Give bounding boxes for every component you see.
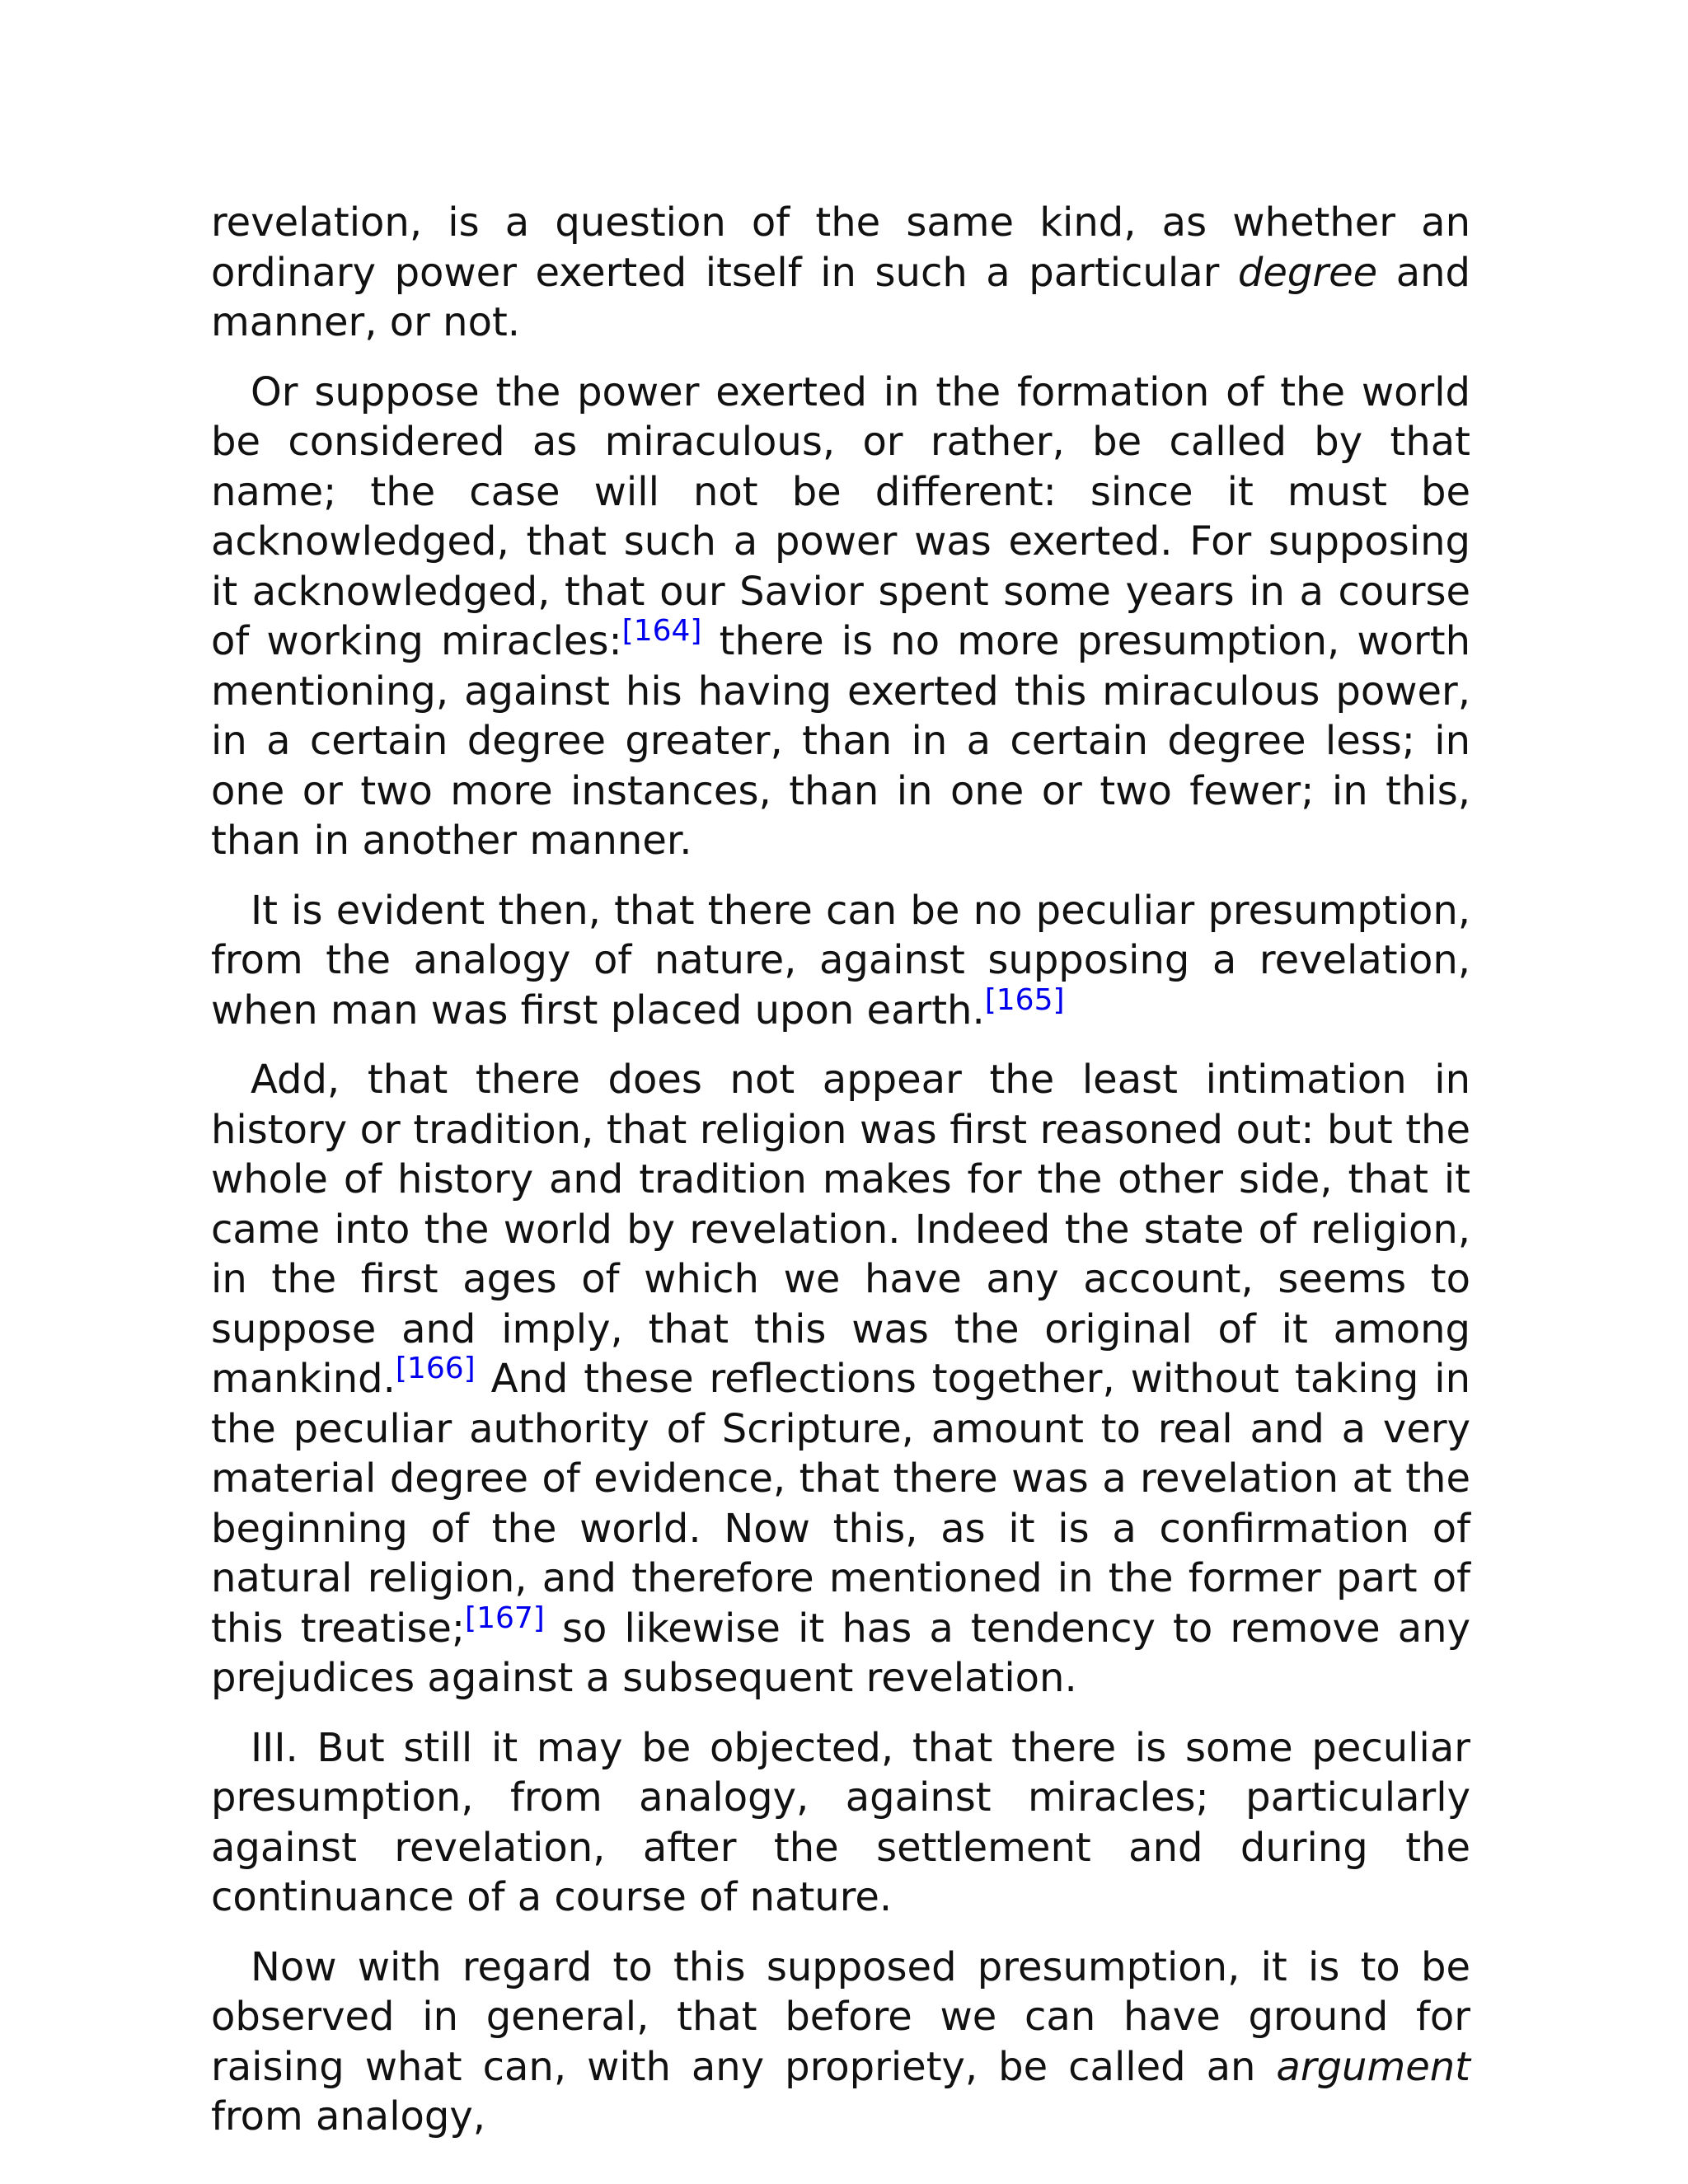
emphasis-argument: argument <box>1276 2043 1470 2090</box>
paragraph-1 <box>211 198 1470 348</box>
text-run: Add, that there does not appear the least intimation in history or tradition, that religion was first reasoned out: but the whole of history and tradition makes for the other side, that it came into the world by revelation. Indeed the state of religion, in the first ages of which we have any account, seems to suppose and imply, that this was the original of it among mankind. <box>211 1057 1470 1402</box>
paragraph-2 <box>211 368 1470 866</box>
paragraph-6 <box>211 1943 1470 2142</box>
text-run: from analogy, <box>211 2093 486 2139</box>
text-run: so likewise it has a tendency to remove any prejudices against a subsequent revelation. <box>211 1605 1471 1701</box>
paragraph-5 <box>211 1723 1470 1923</box>
text-run: Now with regard to this supposed presumption, it is to be observed in general, that before we can have ground for raising what can, with any propriety, be called an <box>211 1943 1470 2090</box>
document-page <box>211 198 1470 2162</box>
text-run: And these reflections together, without taking in the peculiar authority of Scripture, amount to real and a very material degree of evidence, that there was a revelation at the beginning of the world. Now this, as it is a confirmation of natural religion, and therefore mentioned in the former part of this treatise; <box>211 1356 1470 1652</box>
text-run: there is no more presumption, worth mentioning, against his having exerted this miraculous power, in a certain degree greater, than in a certain degree less; in one or two more instances, than in one or two fewer; in this, than in another manner. <box>211 618 1471 864</box>
text-run: It is evident then, that there can be no peculiar presumption, from the analogy of nature, against supposing a revelation, when man was first placed upon earth. <box>211 887 1470 1033</box>
text-run: revelation, is a question of the same kind, as whether an ordinary power exerted itself in such a particular <box>211 199 1470 296</box>
text-run: Or suppose the power exerted in the formation of the world be considered as miraculous, or rather, be called by that name; the case will not be different: since it must be acknowledged, that such a power was exerted. For supposing it acknowledged, that our Savior spent some years in a course of working miracles: <box>211 368 1470 664</box>
footnote-link-165[interactable]: [165] <box>984 982 1065 1017</box>
text-run: III. But still it may be objected, that there is some peculiar presumption, from analogy, against miracles; particularly against revelation, after the settlement and during the continuance of a course of nature. <box>211 1724 1470 1920</box>
text-run: and manner, or not. <box>211 249 1471 345</box>
footnote-link-164[interactable]: [164] <box>621 614 702 648</box>
emphasis-degree: degree <box>1237 249 1378 296</box>
footnote-link-167[interactable]: [167] <box>465 1601 545 1635</box>
paragraph-4 <box>211 1055 1470 1704</box>
paragraph-3 <box>211 886 1470 1036</box>
footnote-link-166[interactable]: [166] <box>395 1352 476 1385</box>
